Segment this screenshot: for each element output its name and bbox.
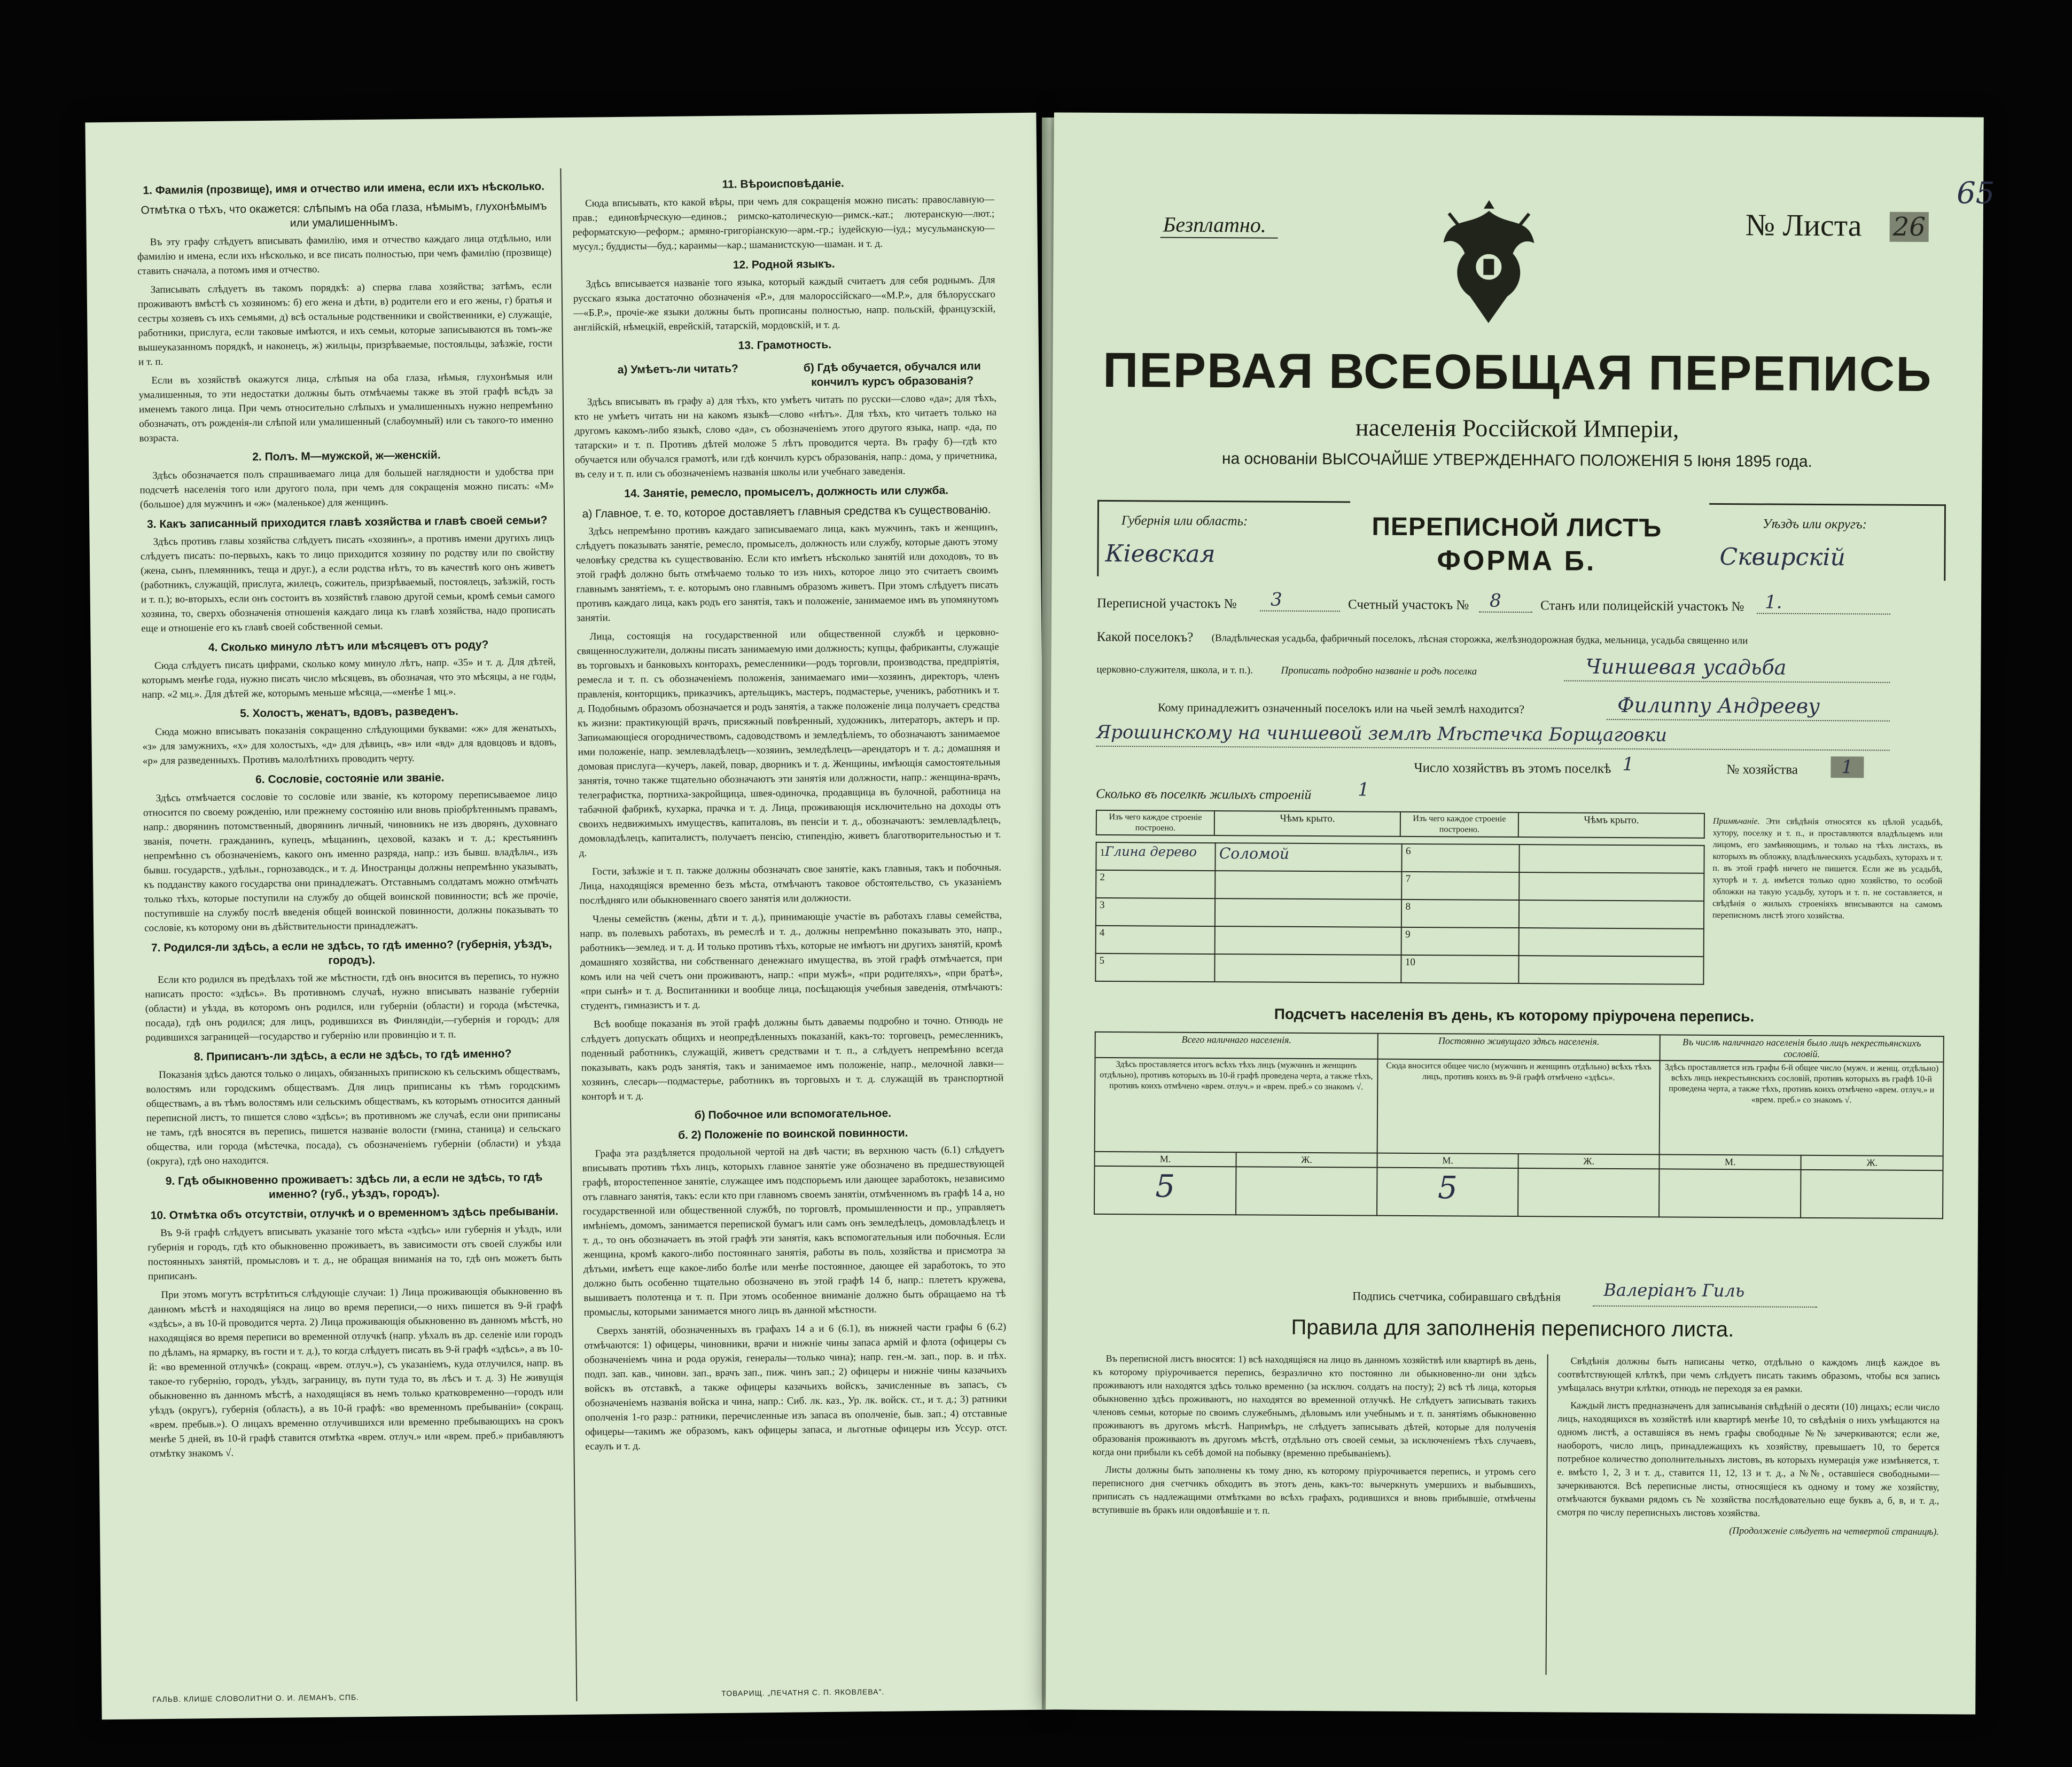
paragraph: Гости, заѣзжіе и т. п. также должны обозначать свое занятіе, какъ главныя, такъ и побочныя. Лица, находящіяся временно безъ мѣста, отмѣчаютъ таковое обстоятельство, съ указаніемъ послѣдняго или обыкновеннаго своего занятія или должности. [579, 862, 1002, 906]
paragraph: Сверхъ занятій, обозначенныхъ въ графахъ 14 а и 6 (6.1), въ нижней части графы 6 (6.2) отмѣчаются: 1) офицеры, чиновники, врачи и нижніе чины запаса армій и флота (офицеры съ обозначеніемъ чина и рода оружія, генералы—только чина); напр. ген.-м. зап., пор. в. и пѣх. подп. зап. кав., чиновн. зап., врачъ зап., пиж. чинъ зап.; 2) офицеры и нижніе чины казачьихъ войскъ въ отставкѣ, а также офицеры казачьихъ войскъ, зачисленные въ запасъ, съ обозначеніемъ названія войска и чина, напр.: Сиб. лк. каз., Ур. лк. войск. ст., и т. д.; 3) ратники ополченія 1-го разр.: ратники, перечисленные изъ запаса въ ополченіе, быв. зап.; 4) отставные офицеры—такимъ же образомъ, какъ офицеры запаса, и льготные офицеры изъ Уссур. отст. есаулъ и т. д. [584, 1321, 1008, 1452]
table-cell [1801, 1170, 1943, 1218]
settlement-note: (Владѣльческая усадьба, фабричный поселокъ, лѣсная сторожка, желѣзнодорожная будка, мельница, усадьба священно или [1211, 632, 1748, 647]
dotted-line [1479, 612, 1532, 613]
households-label: Число хозяйствъ въ этомъ поселкѣ [1414, 761, 1611, 776]
table-cell [1659, 1169, 1801, 1217]
counting-district-label: Счетный участокъ № [1347, 597, 1469, 613]
paragraph: Свѣдѣнія должны быть написаны четко, отдѣльно о каждомъ лицѣ каждое въ соотвѣтствующей клѣткѣ, при чемъ слѣдуетъ писать такимъ образомъ, чтобы вся запись умѣщалась внутри клѣтки, отнюдь не переходя за ея рамки. [1557, 1355, 1940, 1394]
buildings-rows [1095, 842, 1704, 985]
paragraph: Здѣсь противъ главы хозяйства слѣдуетъ писать «хозяинъ», а противъ имени другихъ лицъ слѣдуетъ писать: по-первыхъ, какъ то лицо приходится хозяину по родству или по свойству (жена, сынъ, племянникъ, теща и друг.), а если родства нѣтъ, то въ качествѣ кого онъ живетъ (работникъ, служащій, прислуга, жилецъ, сожитель, призрѣваемый, постоялецъ, заѣзжій, гость и т. п.); во-вторыхъ, если онъ состоитъ въ хозяйствѣ главою другой семьи, кромѣ семьи самого хозяина, то, сверхъ обозначенія отношенія каждаго лица къ главѣ хозяйства, надо прописать еще и отношеніе его къ главѣ своей собственной семьи. [140, 532, 556, 635]
buildings-label: Сколько въ поселкѣ жилыхъ строеній [1096, 786, 1312, 803]
population-count-table [1094, 1031, 1944, 1219]
table-cell: 7 [1402, 872, 1520, 900]
table-cell [1215, 898, 1401, 927]
column-header: Всего наличнаго населенія. [1095, 1032, 1378, 1059]
dotted-line [1564, 680, 1890, 683]
corner-number-handwritten: 65 [1956, 176, 1995, 211]
table-cell: 2 [1096, 870, 1216, 898]
section-heading: 14. Занятіе, ремесло, промыселъ, должность или служба. [624, 484, 949, 500]
signature-handwritten: Валеріанъ Гиль [1603, 1279, 1745, 1301]
household-number-label: № хозяйства [1726, 762, 1798, 777]
paragraph: Сюда слѣдуетъ писать цифрами, сколько кому минуло лѣтъ, напр. «35» и т. д. Для дѣтей, которымъ менѣе года, нужно писать число мѣсяцевъ, въ обозначая, что это мѣсяцы, а не годы, напр. «2 мц.». Для дѣтей же, которымъ меньше мѣсяца,—«менѣе 1 мц.». [142, 656, 556, 701]
left-column-1 [136, 174, 564, 1465]
buildings-handwritten: 1 [1358, 779, 1369, 801]
camp-label: Станъ или полицейскій участокъ № [1540, 598, 1744, 614]
roof-handwritten: Соломой [1219, 845, 1290, 863]
imperial-eagle-emblem [1438, 194, 1540, 329]
continued-note: (Продолженіе слѣдуетъ на четвертой страницѣ). [1729, 1525, 1939, 1537]
count-title: Подсчетъ населенія въ день, къ которому пріурочена перепись. [1274, 1005, 1755, 1025]
column-header-female: Ж. [1518, 1154, 1660, 1169]
left-page [85, 113, 1053, 1719]
households-handwritten: 1 [1622, 754, 1634, 776]
dotted-line [1593, 1305, 1817, 1308]
table-cell [1377, 1168, 1518, 1216]
paragraph: Въ переписной листъ вносятся: 1) всѣ находящіяся на лицо въ данномъ хозяйствѣ или квартирѣ въ день, къ которому пріурочивается перепись, безразлично кто постоянно ли обыкновенно-ли они здѣсь проживаютъ или находятся здѣсь только временно (за исключ. солдатъ на посту); 2) всѣ тѣ лица, которыя обыкновенно здѣсь проживаютъ, но находятся во временной отлучкѣ. Не слѣдуетъ записывать такихъ членовъ семьи, которые по своимъ служебнымъ, дѣловымъ или учебнымъ и т. п. занятіямъ обыкновенно проживаютъ въ другомъ мѣстѣ. Напримѣръ, не слѣдуетъ записывать дѣтей, которые для полученія образованія проживаютъ въ другомъ мѣстѣ, отдѣльно отъ своей семьи, за исключеніемъ тѣхъ случаевъ, когда они прибыли къ себѣ домой на побывку (временно пребываніемъ). [1092, 1353, 1537, 1459]
total-male-handwritten: 5 [1155, 1168, 1175, 1205]
paragraph: Графа эта раздѣляется продольной чертой на двѣ части; въ верхнюю часть (6.1) слѣдуетъ вписывать противъ тѣхъ лицъ, которыхъ главное занятіе уже обозначено въ предшествующей графѣ, второстепенное занятіе, служащее имъ подспорьемъ или дающее заработокъ, независимо отъ главнаго занятія, такъ: если кто при главномъ своемъ занятіи, отмѣченномъ въ графѣ 14 а, но государственной или общественной службѣ, по торговлѣ, промышленности и пр., управляетъ имѣніемъ, домомъ, занимается перепиской бумагъ или самъ онъ земледѣлецъ, домовладѣлецъ и т. д., то онъ обозначаетъ въ этой графѣ эти занятія, какъ вспомогательныя или побочныя. Если женщина, кромѣ какого-либо постояннаго занятія, работы въ поль, хозяйства и присмотра за дѣтьми, имѣетъ еще какое-либо болѣе или менѣе постоянное, дающее ей заработокъ, то это должно быть особенно тщательно обозначено въ этой графѣ 14 б, напр.: плететъ кружева, вышиваетъ полотенца и т. п. При этомъ особенное вниманіе должно быть обращаемо на тѣ промыслы, которыми занимается много лицъ въ данной мѣстности. [582, 1144, 1006, 1318]
paragraph: Здѣсь вписывать въ графу а) для тѣхъ, кто умѣетъ читать по русски—слово «да»; для тѣхъ, кто не умѣетъ читать ни на какомъ языкѣ—слово «нѣтъ». Для тѣхъ, кто читаетъ только на другомъ какомъ-либо языкѣ, слово «да», съ обозначеніемъ этого другого языка, напр. «да, по татарски» и т. п. Противъ дѣтей моложе 5 лѣтъ проводится черта. Въ графу б)—гдѣ кто обучается или обучался грамотѣ, или гдѣ кончилъ курсъ образованія, напр.: дома, у причетника, въ селу и т. п. или съ обозначеніемъ названія школы или учебнаго заведенія. [574, 392, 998, 480]
table-cell: 9 [1401, 927, 1519, 956]
printer-footer-right: ТОВАРИЩ. „ПЕЧАТНЯ С. П. ЯКОВЛЕВА". [721, 1687, 885, 1698]
paragraph: Записывать слѣдуетъ въ такомъ порядкѣ: а) сперва глава хозяйства; затѣмъ, если проживаютъ вмѣстѣ съ хозяиномъ: б) его жена и дѣти, в) родители его и его жены, г) братья и сестры хозяевъ съ ихъ семьями, д) всѣ остальные родственники и свойственники, е) служащіе, работники, прислуга, если таковые имѣются, и ихъ семьи, которые записываются въ томъ-же вышеуказанномъ порядкѣ, и наконецъ, ж) жильцы, призрѣваемые, постояльцы, заѣзжіе, гости и т. п. [137, 280, 552, 368]
counting-district-handwritten: 8 [1489, 590, 1501, 612]
owner-handwritten-1: Филиппу Андрееву [1617, 693, 1820, 718]
section-heading: 6. Сословіе, состояніе или званіе. [255, 771, 445, 786]
column-header-female: Ж. [1236, 1152, 1377, 1167]
district-handwritten: Сквирскій [1719, 543, 1846, 572]
table-cell: 8 [1401, 900, 1519, 928]
section-subheading: а) Умѣетъ-ли читать? [617, 362, 738, 376]
settlement-label: Какой поселокъ? [1096, 629, 1194, 645]
settlement-instruction: Прописать подробно названіе и родъ поселка [1281, 664, 1477, 677]
table-cell [1216, 843, 1402, 872]
census-subtitle: населенія Россійской Имперіи, [1355, 413, 1679, 443]
buildings-table [1096, 810, 1705, 839]
paragraph: Здѣсь вписывается названіе того языка, который каждый считаетъ для себя роднымъ. Для русскаго языка достаточно обозначенія «Р.», для малороссійскаго—«М.Р.», для бѣлорусскаго—«Б.Р.», прочіе-же языки должны быть прописаны полностью, напр. польскій, французскій, англійскій, нѣмецкій, еврейскій, татарскій, мордовскій, и т. д. [573, 274, 996, 333]
table-cell [1236, 1167, 1377, 1215]
district-label: Уѣздъ или округъ: [1762, 517, 1867, 532]
paragraph: Члены семействъ (жены, дѣти и т. д.), принимающіе участіе въ работахъ главы семейства, напр. въ полевыхъ работахъ, въ ремеслѣ и т. д., должны непремѣнно показывать это, напр., работникъ—землед. и т. д. И только противъ тѣхъ, которые не имѣютъ ни другихъ занятій, кромѣ домашняго хозяйства, ни собственнаго денежнаго имущества, въ этой графѣ отмѣчается, при комъ или на чей счетъ они проживаютъ, напр.: «при мужѣ», «при родителяхъ», «при братѣ», «при сынѣ» и т. д. Воспитанники и вообще лица, посѣщающія учебныя заведенія, отмѣчаютъ: студентъ, гимназистъ и т. д. [580, 909, 1003, 1012]
table-cell: 6 [1402, 844, 1520, 872]
paragraph: При этомъ могутъ встрѣтиться слѣдующіе случаи: 1) Лица проживающія обыкновенно въ данномъ мѣстѣ и находящіяся на лицо во время переписи,—о нихъ пишется въ 9-й графѣ «здѣсь», а въ 10-й проводится черта. 2) Лица проживающія обыкновенно въ данномъ мѣстѣ, но находящіяся во время переписи во временной отлучкѣ (напр. уѣхалъ въ др. селеніе или городъ по дѣламъ, на ярмарку, въ гости и т. д.), то когда слѣдуетъ писать въ 9-й графѣ «здѣсь», а въ 10-й: «во временной отлучкѣ» (сокращ. «врем. отлуч.»), съ указаніемъ, куда отлучился, напр. въ такое-то губернію, городъ, уѣздъ, заграницу, въ пути туда то, въ лѣсъ и т. д. 3) Не живущія обыкновенно въ данномъ мѣстѣ, а находящіяся въ немъ только кратковременно—городъ или уѣздъ (округъ), губернія (область), а въ 10-й графѣ: «во временномъ пребываніи» (сокращ. «врем. пребыв.»). О лицахъ временно отлучившихся или временно пребывающихъ на срокъ менѣе 5 дней, въ 10-й графѣ ставится отмѣтка «врем. отлуч.» или «врем. преб.» прибавляютъ отмѣтку знакомъ √. [148, 1285, 564, 1460]
material-handwritten: Глина дерево [1105, 843, 1197, 859]
province-handwritten: Кіевская [1105, 540, 1216, 568]
settlement-note-2: церковно-служителя, школа, и т. п.). [1096, 663, 1253, 676]
table-cell: Здѣсь проставляется итогъ всѣхъ тѣхъ лицъ (мужчинъ и женщинъ отдѣльно), противъ которыхъ въ 10-й графѣ проведена черта, а также тѣхъ, противъ коихъ отмѣчено «врем. отлуч.» и «врем. преб.» со знакомъ √. [1095, 1058, 1378, 1153]
household-number-handwritten: 1 [1830, 756, 1864, 778]
permanent-male-handwritten: 5 [1437, 1169, 1458, 1206]
table-cell [1215, 926, 1401, 955]
table-cell [1215, 954, 1401, 983]
section-heading: 9. Гдѣ обыкновенно проживаетъ: здѣсь ли, а если не здѣсь, то гдѣ именно? (губ., уѣздъ, городъ). [165, 1171, 543, 1201]
literacy-subheadings [574, 354, 996, 395]
section-heading: 8. Приписанъ-ли здѣсь, а если не здѣсь, то гдѣ именно? [193, 1047, 512, 1064]
paragraph: Если въ хозяйствѣ окажутся лица, слѣпыя на оба глаза, нѣмыя, глухонѣмыя или умалишенныя, то эти недостатки должны быть отмѣчаемы также въ этой графѣ всѣдъ за именемъ такого лица. При чемъ относительно слѣпыхъ и умалишенныхъ нужно непремѣнно обозначать, отъ рожденія-ли слѣпой или умалишенный (слабоумный) или съ такого-то именно возраста. [138, 371, 554, 444]
section-subheading: б) Гдѣ обучается, обучался или кончилъ курсъ образованія? [803, 359, 981, 389]
dotted-line [1096, 746, 1890, 751]
section-subheading: б) Побочное или вспомогательное. [694, 1107, 892, 1122]
column-header-male: М. [1377, 1153, 1518, 1168]
paragraph: Каждый листъ предназначенъ для записыванія свѣдѣній о десяти (10) лицахъ; если число лицъ, находящихся въ хозяйствѣ или квартирѣ менѣе 10, то свѣдѣнія о нихъ умѣщаются на одномъ листѣ, а оставшіяся въ немъ графы свободные №№ зачеркиваются; если же, наоборотъ, число лицъ, принадлежащихъ къ хозяйству, превышаетъ 10, то берется потребное количество дополнительныхъ листовъ, въ которыхъ нумерація уже измѣняется, т. е. вмѣсто 1, 2, 3 и т. д., ставится 11, 12, 13 и т. д., а №№, оставшіеся свободными—зачеркиваются. Всѣ переписные листы, относящіеся къ одному и тому же хозяйству, отмѣчаются буквами рядомъ съ № хозяйства послѣдовательно еще буквъ а, б, в, и т. д., смотря по числу переписныхъ листовъ хозяйства. [1557, 1399, 1940, 1519]
table-cell: Здѣсь проставляется изъ графы 6-й общее число (мужч. и женщ. отдѣльно) всѣхъ лицъ некрестьянскихъ сословій, противъ которыхъ въ графѣ 10-й проведена черта, а также тѣхъ, противъ коихъ отмѣчено «врем. отлуч.» и «врем. преб.» со знакомъ √. [1660, 1060, 1944, 1156]
table-cell [1519, 845, 1704, 873]
column-header: Чѣмъ крыто. [1518, 812, 1704, 838]
table-cell [1518, 1168, 1659, 1217]
note-block [1712, 816, 1943, 922]
free-label: Безплатно. [1163, 212, 1266, 237]
census-decree: на основаніи ВЫСОЧАЙШЕ УТВЕРЖДЕННАГО ПОЛОЖЕНІЯ 5 Іюня 1895 года. [1221, 450, 1813, 471]
column-header-female: Ж. [1801, 1155, 1943, 1170]
rules-right-column [1557, 1354, 1940, 1543]
section-heading: Отмѣтка о тѣхъ, что окажется: слѣпымъ на оба глаза, нѣмымъ, глухонѣмымъ или умалишеннымъ. [141, 200, 547, 230]
paragraph: Если кто родился въ предѣлахъ той же мѣстности, гдѣ онъ вносится въ перепись, то нужно написать просто: «здѣсь». Въ противномъ случаѣ, нужно вписывать названіе губерніи (области) и уѣзда, въ которомъ онъ родился, или губерніи (области) и города (мѣстечка, посада), гдѣ онъ родился; для лицъ, родившихся въ Финляндіи,—губернія и городъ; для родившихся заграницей—государство и губернію или провинцію и т. п. [145, 970, 560, 1044]
section-heading: 7. Родился-ли здѣсь, а если не здѣсь, то гдѣ именно? (губернія, уѣздъ, городъ). [151, 937, 552, 967]
paragraph: Показанія здѣсь даются только о лицахъ, обязанныхъ припискою къ сельскимъ обществамъ, волостямъ или городскимъ обществамъ. Для лицъ приписаны къ тѣмъ городскимъ обществамъ, а въ тѣмъ волостямъ или сельскимъ обществамъ, къ которымъ относится данный переписной листъ, то пишется слово «здѣсь»; въ противномъ же случаѣ, если они приписаны не тамъ, гдѣ вносятся въ перепись, пишется названіе волости (гмина, станица) и сельскаго общества, или города (мѣстечка, посада), съ обозначеніемъ губерніи (области) и уѣзда (округа), гдѣ оно находится. [146, 1065, 561, 1168]
owner-handwritten-2: Ярошинскому на чиншевой землѣ Мѣстечка Борщаговки [1096, 721, 1668, 746]
paragraph: Въ 9-й графѣ слѣдуетъ вписывать указаніе того мѣста «здѣсь» или губернія и уѣздъ, или губернія и городъ, гдѣ кто обыкновенно проживаетъ, въ зависимости отъ своей службы или постоянныхъ занятій, промысловъ и т. д., не обращая вниманія на то, гдѣ онъ можетъ быть приписанъ. [147, 1223, 562, 1283]
camp-handwritten: 1. [1764, 591, 1782, 613]
column-header: Въ числѣ наличнаго населенія было лицъ некрестьянскихъ сословій. [1660, 1035, 1944, 1062]
paragraph: Въ эту графу слѣдуетъ вписывать фамилію, имя и отчество каждаго лица отдѣльно, или фамилію и имена, если ихъ нѣсколько, и все писать полностью, при чемъ фамилію (прозвище) ставить сначала, а потомъ имя и отчество. [137, 232, 552, 277]
column-header: Постоянно живущаго здѣсь населенія. [1377, 1034, 1660, 1061]
rules-title: Правила для заполненія переписного листа. [1291, 1315, 1734, 1342]
census-title: ПЕРВАЯ ВСЕОБЩАЯ ПЕРЕПИСЬ [1102, 342, 1933, 402]
section-subheading: б. 2) Положеніе по воинской повинности. [678, 1127, 908, 1141]
paragraph: Сюда вписывать, кто какой вѣры, при чемъ для сокращенія можно писать: православную—прав.; единовѣрческую—единов.; римско-католическую—римск.-кат.; лютеранскую—лют.; реформатскую—реформ.; армяно-григоріанскую—арм.-гр.; іудейскую—іуд.; мусульманскую—мусул.; буддисты—буд.; караимы—кар.; шаманистскую—шаман. и т. д. [572, 193, 995, 253]
settlement-handwritten: Чиншевая усадьба [1585, 654, 1787, 679]
table-cell: 10 [1401, 955, 1519, 983]
free-underline [1160, 237, 1278, 239]
table-cell [1519, 928, 1704, 957]
sheet-number-handwritten: 26 [1890, 212, 1929, 242]
left-column-2 [572, 169, 1007, 1458]
column-header-male: М. [1659, 1154, 1801, 1169]
table-cell [1519, 900, 1704, 929]
row-number: 1 [1100, 847, 1105, 858]
paragraph: Сюда можно вписывать показанія сокращенно слѣдующими буквами: «ж» для женатыхъ, «з» для замужнихъ, «х» для холостыхъ, «д» для дѣвицъ, «в» или «вд» для вдовцовъ и вдовъ, «р» для разведенныхъ. Противъ малолѣтнихъ проводить черту. [142, 722, 557, 767]
printer-footer-left: ГАЛЬВ. КЛИШЕ СЛОВОЛИТНИ О. И. ЛЕМАНЪ, СПБ. [152, 1693, 360, 1704]
column-header: Чѣмъ крыто. [1214, 811, 1400, 836]
paragraph: Здѣсь отмѣчается сословіе то сословіе или званіе, къ которому переписываемое лицо относится по своему рожденію, или прежнему состоянію или вновь пріобрѣтеннымъ правамъ, напр.: дворянинъ потомственный, дворянинъ личный, чиновникъ не изъ дворянъ, духовнаго званія, почетн. гражданинъ, купецъ, мѣщанинъ, цеховой, казакъ и т. д.; крестьянинъ непремѣнно съ обозначеніемъ, какого онъ именно разряда, напр.: изъ бывш. владѣльч., изъ бывш. государств., удѣльн., горнозаводск., и т. д. Иностранцы должны непремѣнно указывать, къ подданству какого государства они принадлежатъ. Отставнымъ солдатамъ можно отмѣчать только тѣхъ, которые поступили на службу до общей воинской повинности; всѣ же прочіе, поступившіе на службу послѣ введенія общей воинской повинности, должны показывать то сословіе, къ которому они въ дѣйствительности принадлежатъ. [143, 788, 558, 934]
paragraph: Здѣсь обозначается полъ спрашиваемаго лица для большей наглядности и удобства при подсчетѣ населенія того или другого пола, при чемъ для сокращенія можно писать: «М» (большое) для мужчинъ и «ж» (маленькое) для женщинъ. [139, 466, 554, 511]
table-cell: 4 [1096, 926, 1216, 954]
section-heading: 3. Какъ записанный приходится главѣ хозяйства и главѣ своей семьи? [146, 514, 548, 531]
table-cell: Сюда вносится общее число (мужчинъ и женщинъ отдѣльно) всѣхъ тѣхъ лицъ, противъ коихъ въ 9-й графѣ отмѣчено «здѣсь». [1377, 1059, 1660, 1155]
column-header: Изъ чего каждое строеніе построено. [1096, 810, 1214, 835]
section-heading: 10. Отмѣтка объ отсутствіи, отлучкѣ и о временномъ здѣсь пребываніи. [150, 1205, 559, 1222]
signature-label: Подпись счетчика, собиравшаго свѣдѣнія [1352, 1289, 1561, 1304]
note-label: Примѣчаніе. [1712, 816, 1760, 826]
dotted-line [1260, 610, 1340, 612]
paragraph: Лица, состоящія на государственной или общественной службѣ и церковно-священнослужители, должны писать занимаемую ими должность; купцы, фабриканты, служащіе въ торговыхъ и банковыхъ конторахъ, ремесленники—родъ торговли, производства, предпріятія, ремесла и т. п. съ обозначеніемъ положенія, занимаемаго ими—хозяинъ, директоръ, членъ правленія, конторщикъ, приказчикъ, артельщикъ, мастеръ, подмастерье, ученикъ, работникъ и т. д. Подобнымъ образомъ обозначается и родъ занятія, а также положеніе лица получаетъ средства къ жизни: практикующій врачъ, присяжный повѣренный, художникъ, литераторъ, актеръ и пр. Запиωмающіеся огородничествомъ, садоводствомъ и земледѣліемъ, то обозначаютъ занимаемое ими положеніе, напр. землевладѣлецъ—хозяинъ, земледѣлецъ—арендаторъ и т. д.; домашняя и домовая прислуга—кучеръ, лакей, повар, дворникъ и т. д. Женщины, имѣющія самостоятельныя занятія, точно также тщательно обозначаютъ эти занятія или должности, напр.: женщина-врачъ, телеграфистка, портниха-закройщица, швея-одиночка, продавщица въ булочной, работница на табачной фабрикѣ, кухарка, прачка и т. д. Лица, проживающія исключительно на доходы отъ своихъ недвижимыхъ имуществъ, капиталовъ, въ пенсіи и т. д., обозначаютъ: землевладѣлецъ, домовладѣлецъ, капиталистъ, получаетъ пенсію, стипендію, живетъ благотворительностью и т. д. [577, 627, 1001, 859]
section-heading: 5. Холостъ, женатъ, вдовъ, разведенъ. [240, 705, 458, 720]
column-divider [1546, 1354, 1548, 1675]
table-cell [1215, 871, 1401, 900]
column-header-male: М. [1095, 1152, 1236, 1167]
section-heading: 2. Полъ. М—мужской, ж—женскій. [252, 449, 441, 464]
section-subheading: а) Главное, т. е. то, которое доставляетъ главныя средства къ существованію. [582, 503, 991, 520]
section-heading: 1. Фамилія (прозвище), имя и отчество или имена, если ихъ нѣсколько. [143, 180, 545, 197]
dotted-line [1607, 719, 1890, 722]
right-page [1046, 112, 1995, 1714]
owner-label: Кому принадлежитъ означенный поселокъ или на чьей землѣ находится? [1157, 700, 1525, 716]
census-district-handwritten: 3 [1270, 589, 1282, 611]
section-heading: 4. Сколько минуло лѣтъ или мѣсяцевъ отъ роду? [208, 638, 489, 654]
dotted-line [1757, 613, 1890, 614]
table-cell [1519, 872, 1704, 901]
section-heading: 12. Родной языкъ. [733, 257, 835, 271]
section-heading: 11. Вѣроисповѣданіе. [722, 177, 844, 191]
table-cell [1518, 956, 1703, 984]
note-text: Эти свѣдѣнія относятся къ цѣлой усадьбѣ, хутору, поселку и т. п., и проставляются владѣльцемъ или лицомъ, его замѣняющимъ, и только на тѣхъ листахъ, въ которыхъ въ обложку, владѣльческихъ усадьбахъ, хуторахъ и т. п. въ этой графѣ ничего не пишется. Если же въ усадьбѣ, хуторѣ и т. д. имѣется только одно хозяйство, то особой обложки на такую усадьбу, хуторъ и т. п. не составляется, и свѣдѣнія о жилыхъ строеніяхъ вписываются на самомъ переписномъ листѣ этого хозяйства. [1712, 817, 1943, 921]
sheet-number-label: № Листа [1745, 207, 1862, 243]
paragraph: Здѣсь непремѣнно противъ каждаго записываемаго лица, какъ мужчинъ, такъ и женщинъ, слѣдуетъ показывать занятіе, ремесло, промыселъ, должность или службу, которые даютъ этому человѣку средства къ существованію. Если кто имѣетъ нѣсколько занятій или доходовъ, то въ этой графѣ должно быть отмѣчаемо только то изъ нихъ, которое лицо это считаетъ своимъ главнымъ занятіемъ, т. е. которымъ оно главнымъ образомъ живетъ. При этомъ слѣдуетъ писать противъ каждаго лица, какъ родъ его занятія, такъ и положеніе, занимаемое имъ въ упомянутомъ занятіи. [575, 521, 999, 624]
census-district-label: Переписной участокъ № [1096, 596, 1237, 612]
table-cell [1096, 842, 1216, 871]
paragraph: Всѣ вообще показанія въ этой графѣ должны быть даваемы подробно и точно. Отнюдь не слѣдуетъ допускать общихъ и неопредѣленныхъ показаній, какъ-то: торговецъ, ремесленникъ, поденный работникъ, служащій, живетъ средствами и т. п., а слѣдуетъ непремѣнно всегда показывать, какъ родъ занятія, такъ и занимаемое имъ положеніе, напр., мелочной лавки—хозяинъ, слесарь—подмастерье, работникъ въ торговыхъ и т. д. служащій въ транспортной конторѣ и т. д. [581, 1014, 1004, 1103]
rules-left-column [1092, 1352, 1537, 1523]
section-heading: 13. Грамотность. [738, 338, 832, 352]
table-cell: 5 [1095, 953, 1215, 982]
province-label: Губернія или область: [1121, 513, 1248, 529]
table-cell [1094, 1166, 1236, 1215]
sheet-title: ПЕРЕПИСНОЙ ЛИСТЪ [1372, 512, 1662, 543]
form-title: ФОРМА Б. [1437, 545, 1596, 577]
paragraph: Листы должны быть заполнены къ тому дню, къ которому пріурочивается перепись, и утромъ сего переписного дня счетчикъ обходитъ въ этотъ день, какъ-то: вычеркнуть умершихъ и выбывшихъ, приписать съ надлежащими отмѣтками во всѣхъ графахъ, родившихся и вновь прибывшіе, отмѣчены вступившіе въ бракъ или овдовѣвшіе и т. п. [1092, 1464, 1536, 1516]
column-header: Изъ чего каждое строеніе построено. [1400, 812, 1518, 837]
table-cell: 3 [1096, 898, 1216, 926]
